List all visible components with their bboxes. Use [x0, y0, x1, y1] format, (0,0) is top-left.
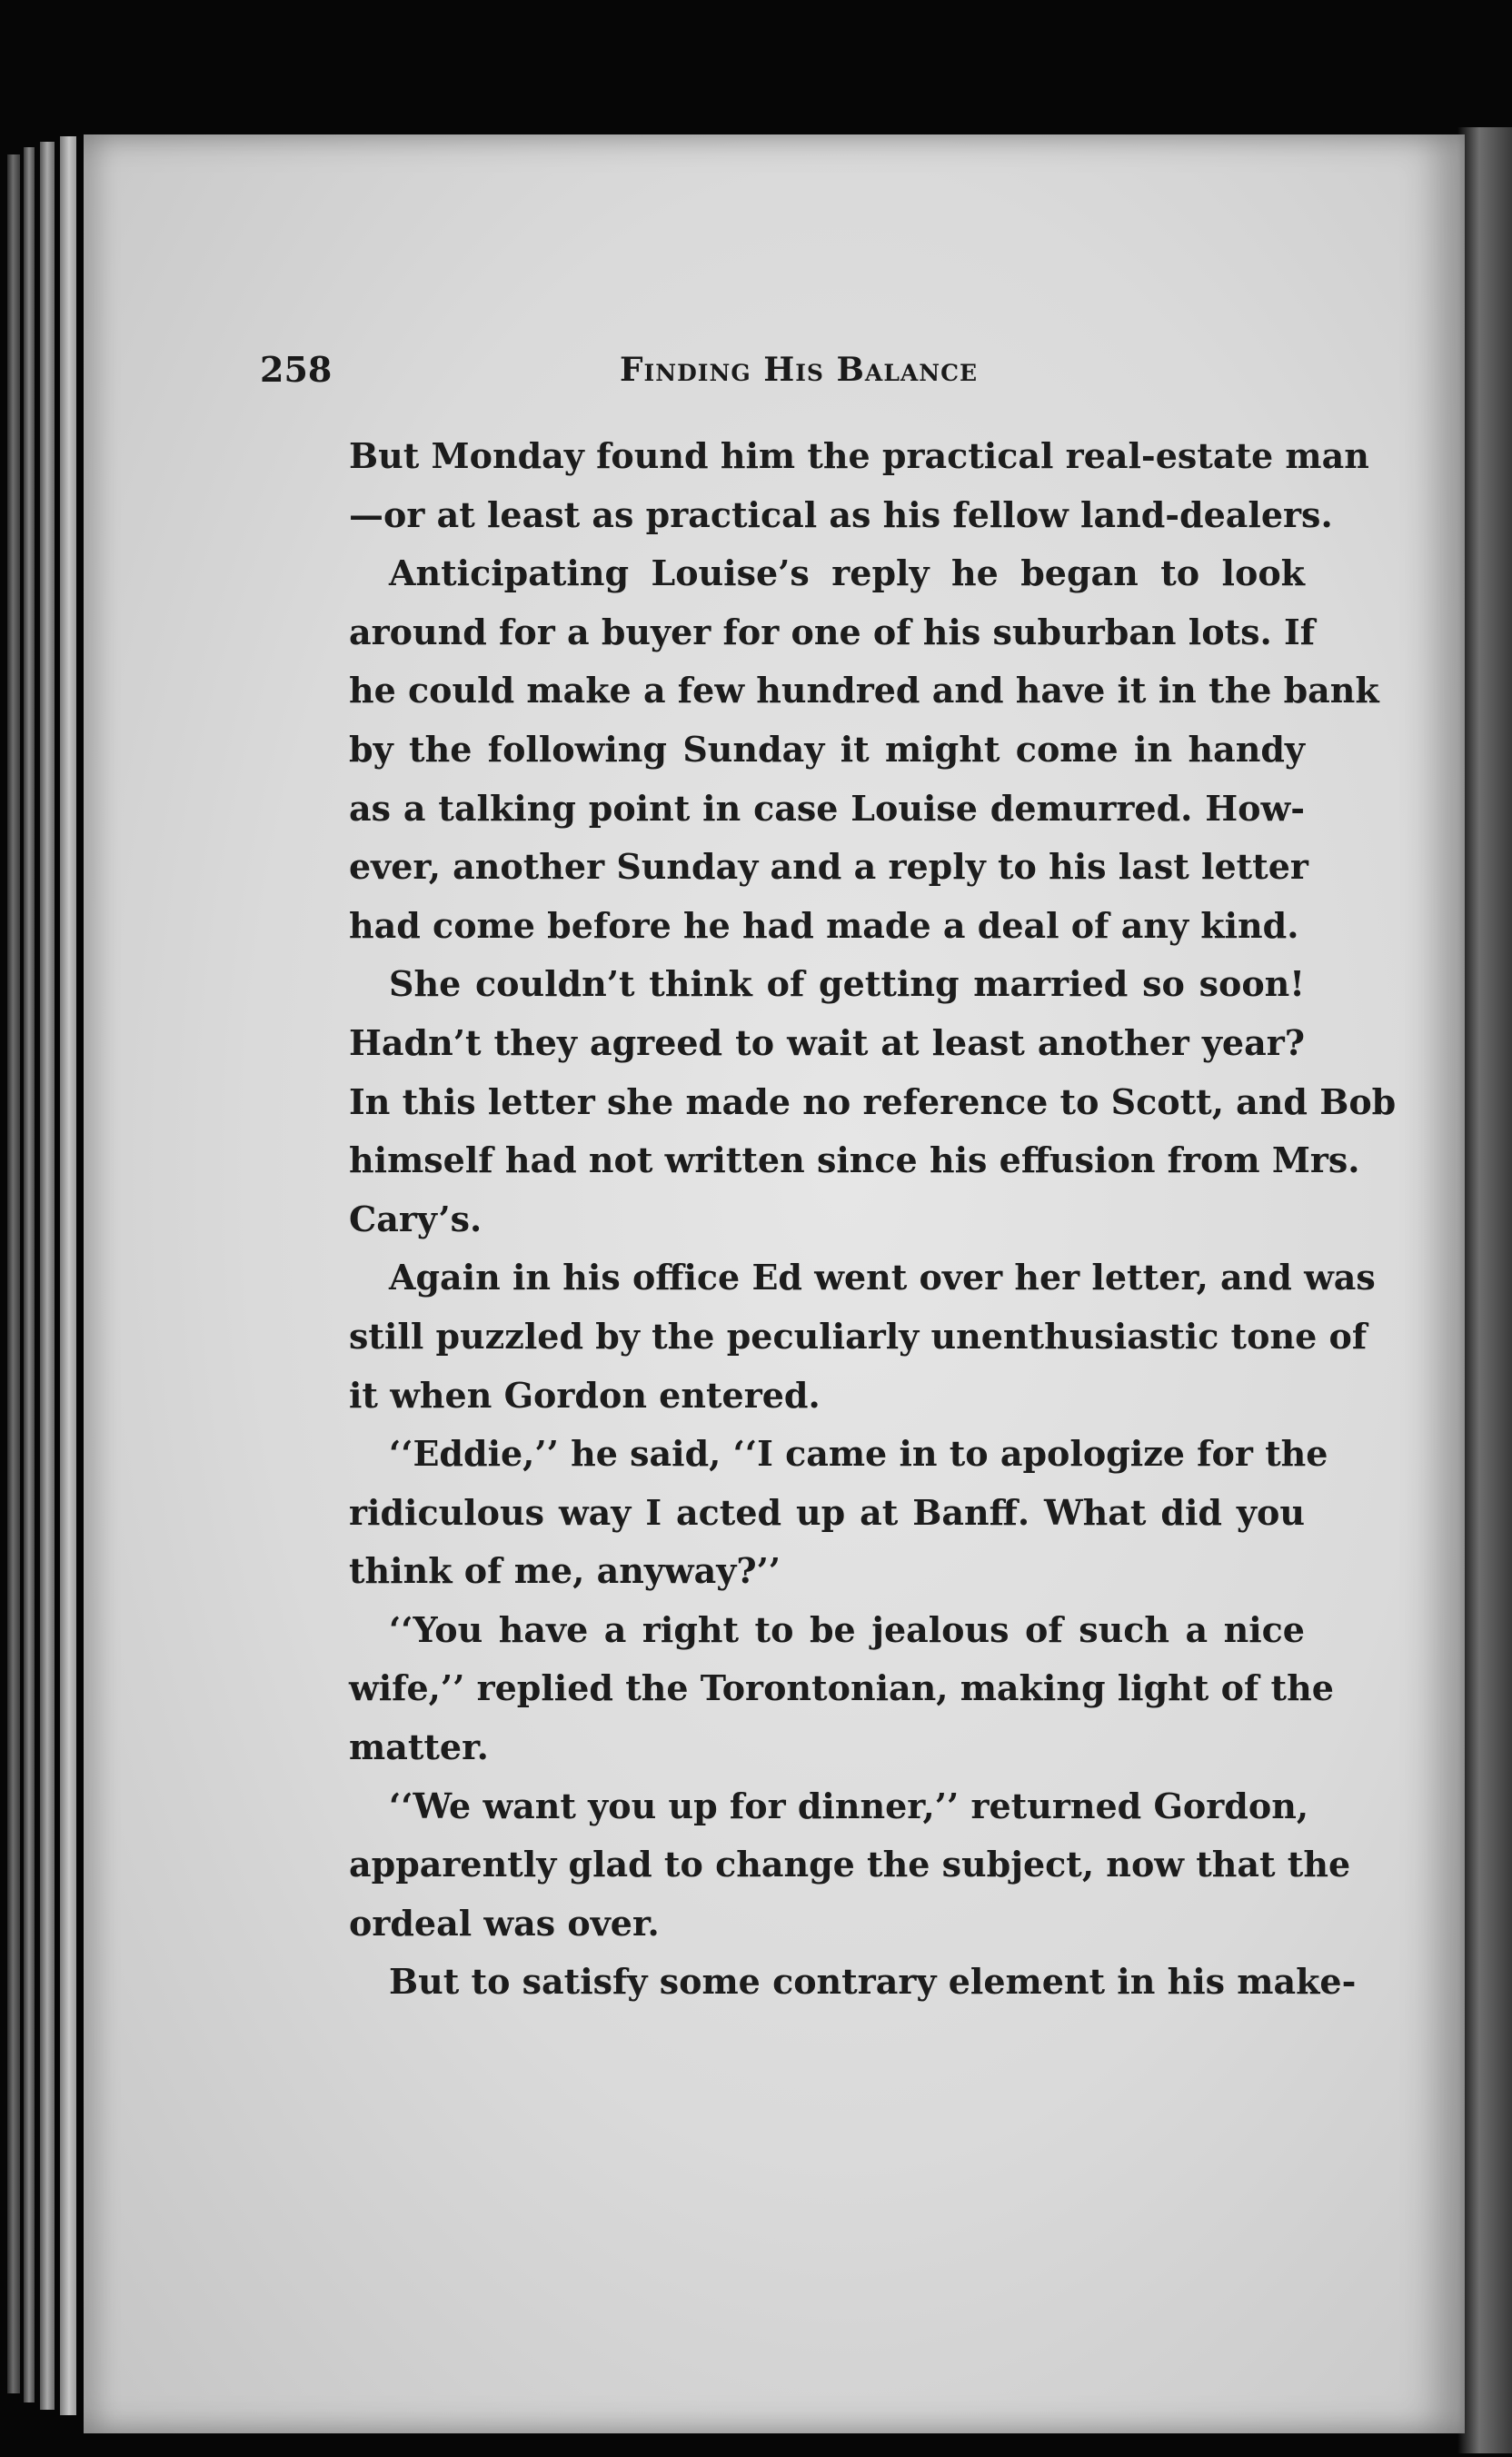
text-line: still puzzled by the peculiarly unenthusiastic tone of — [349, 1315, 1368, 1357]
text-line: around for a buyer for one of his suburban lots. If — [349, 611, 1316, 652]
text-line: ‘‘You have a right to be jealous of such a nice — [389, 1608, 1305, 1650]
page-edge — [24, 147, 35, 2402]
text-line: matter. — [349, 1726, 489, 1768]
page-edge — [60, 136, 76, 2415]
text-line: Again in his office Ed went over her letter, and was — [389, 1257, 1376, 1298]
text-line: himself had not written since his effusion from Mrs. — [349, 1139, 1360, 1181]
page-header — [260, 349, 1305, 403]
text-line: ‘‘We want you up for dinner,’’ returned Gordon, — [389, 1785, 1309, 1826]
text-line: he could make a few hundred and have it in the bank — [349, 670, 1379, 711]
page-gutter-shadow — [1457, 127, 1512, 2453]
text-line: wife,’’ replied the Torontonian, making light of the — [349, 1667, 1334, 1709]
text-line: apparently glad to change the subject, now that the — [349, 1844, 1351, 1885]
page-edge — [40, 142, 55, 2410]
text-line: She couldn’t think of getting married so soon! — [389, 963, 1305, 1005]
text-line: ridiculous way I acted up at Banff. What did you — [349, 1491, 1305, 1533]
text-line: Cary’s. — [349, 1198, 482, 1239]
text-line: Anticipating Louise’s reply he began to look — [389, 552, 1305, 594]
text-line: as a talking point in case Louise demurred. How- — [349, 787, 1305, 829]
text-line: ordeal was over. — [349, 1902, 660, 1944]
text-line: by the following Sunday it might come in handy — [349, 728, 1305, 770]
text-line: Hadn’t they agreed to wait at least another year? — [349, 1021, 1305, 1063]
text-line: it when Gordon entered. — [349, 1374, 821, 1416]
text-line: had come before he had made a deal of any kind. — [349, 904, 1299, 946]
text-line: ever, another Sunday and a reply to his last letter — [349, 846, 1308, 888]
text-line: But to satisfy some contrary element in his make- — [389, 1961, 1357, 2003]
text-line: In this letter she made no reference to Scott, and Bob — [349, 1080, 1397, 1122]
page-number: 258 — [260, 349, 333, 390]
page-edge — [7, 154, 20, 2393]
running-head: Finding His Balance — [620, 351, 979, 389]
body-text — [349, 427, 1397, 2012]
text-line: —or at least as practical as his fellow land-dealers. — [349, 493, 1333, 535]
text-line: But Monday found him the practical real-estate man — [349, 435, 1369, 476]
text-line: ‘‘Eddie,’’ he said, ‘‘I came in to apologize for the — [389, 1433, 1328, 1475]
text-line: think of me, anyway?’’ — [349, 1550, 781, 1592]
